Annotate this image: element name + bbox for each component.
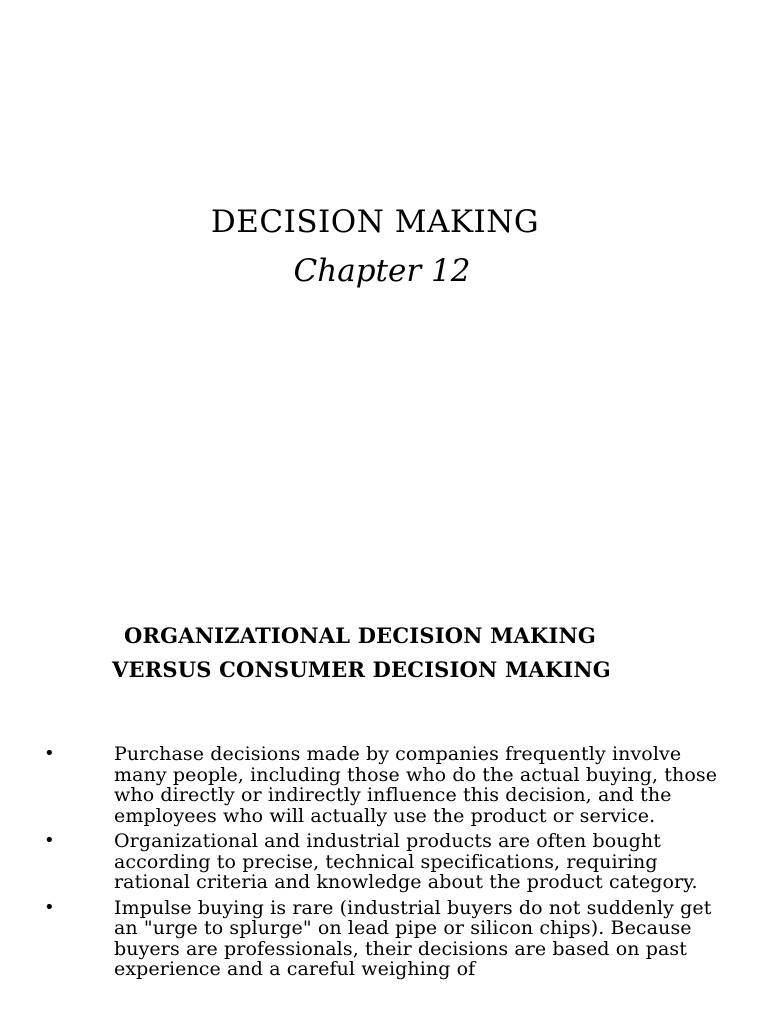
chapter-subtitle: Chapter 12 xyxy=(293,253,471,289)
content-slide xyxy=(0,512,768,1024)
bullet-icon: • xyxy=(44,743,55,764)
slide-title: DECISION MAKING xyxy=(210,204,540,240)
bullet-item xyxy=(0,898,768,980)
bullet-item xyxy=(0,744,768,826)
heading-line-1: ORGANIZATIONAL DECISION MAKING xyxy=(124,623,597,648)
bullet-text: Impulse buying is rare (industrial buyers do not suddenly get an "urge to splurge" on lead pipe or silicon chips). Because buyers are professionals, their decisions are based on past experience and a careful weighing of xyxy=(114,896,712,980)
bullet-icon: • xyxy=(44,830,55,851)
bullet-text: Organizational and industrial products are often bought according to precise, technical specifications, requiring rational criteria and knowledge about the product category. xyxy=(114,830,698,893)
bullet-text: Purchase decisions made by companies frequently involve many people, including those who do the actual buying, those who directly or indirectly influence this decision, and the employees who will actually use the product or service. xyxy=(114,743,718,827)
bullet-item xyxy=(0,831,768,893)
bullet-icon: • xyxy=(44,896,55,918)
bullet-list xyxy=(0,744,768,985)
section-heading xyxy=(112,619,732,687)
heading-line-2: VERSUS CONSUMER DECISION MAKING xyxy=(112,657,611,682)
